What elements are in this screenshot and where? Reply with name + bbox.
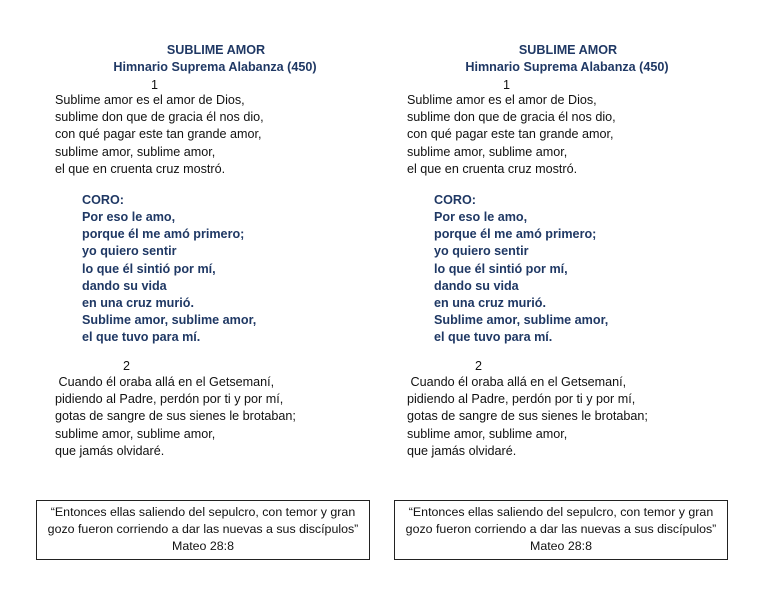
hymn-title: SUBLIME AMOR [518,43,618,57]
chorus-line: Sublime amor, sublime amor, [434,313,609,328]
hymn-title: SUBLIME AMOR [166,43,266,57]
hymnal-reference: Himnario Suprema Alabanza (450) [465,60,669,74]
scripture-reference: Mateo 28:8 [172,539,234,553]
stanza-number: 1 [503,78,511,92]
quote-line: gozo fueron corriendo a dar las nuevas a sus discípulos” [47,522,359,536]
chorus-line: lo que él sintió por mí, [434,261,568,276]
hymn-column-right [352,0,732,594]
chorus-line: el que tuvo para mí. [82,330,201,345]
verse-line: sublime don que de gracia él nos dio, [55,110,264,125]
stanza-1 [407,92,616,178]
verse-line: gotas de sangre de sus sienes le brotaban; [407,409,648,424]
scripture-quote-box [36,500,370,560]
stanza-number: 2 [475,359,483,373]
stanza-number: 1 [151,78,159,92]
verse-line: con qué pagar este tan grande amor, [407,127,614,142]
chorus-line: el que tuvo para mí. [434,330,553,345]
scripture-quote-box [394,500,728,560]
chorus-line: lo que él sintió por mí, [82,261,216,276]
verse-line: que jamás olvidaré. [55,443,165,458]
verse-line: el que en cruenta cruz mostró. [55,161,226,176]
verse-line: gotas de sangre de sus sienes le brotaban; [55,409,296,424]
hymn-column-left [0,0,380,594]
hymnal-reference: Himnario Suprema Alabanza (450) [113,60,317,74]
verse-line: sublime amor, sublime amor, [407,426,568,441]
quote-line: “Entonces ellas saliendo del sepulcro, con temor y gran [408,505,714,519]
verse-line: Cuando él oraba allá en el Getsemaní, [407,375,627,389]
verse-line: Sublime amor es el amor de Dios, [55,93,245,107]
verse-line: pidiendo al Padre, perdón por ti y por mí, [407,392,636,407]
chorus-label: CORO: [434,193,476,207]
chorus-line: Sublime amor, sublime amor, [82,313,257,328]
chorus-line: Por eso le amo, [434,210,528,224]
chorus-line: dando su vida [82,278,167,293]
stanza-2 [55,374,296,460]
quote-line: gozo fueron corriendo a dar las nuevas a sus discípulos” [405,522,717,536]
chorus-line: Por eso le amo, [82,210,176,224]
verse-line: pidiendo al Padre, perdón por ti y por mí, [55,392,284,407]
chorus-line: porque él me amó primero; [434,227,597,242]
verse-line: Cuando él oraba allá en el Getsemaní, [55,375,275,389]
verse-line: el que en cruenta cruz mostró. [407,161,578,176]
chorus-line: en una cruz murió. [82,296,194,311]
verse-line: sublime amor, sublime amor, [55,144,216,159]
verse-line: que jamás olvidaré. [407,443,517,458]
chorus [434,209,608,347]
scripture-reference: Mateo 28:8 [530,539,592,553]
chorus [82,209,256,347]
stanza-number: 2 [123,359,131,373]
verse-line: sublime amor, sublime amor, [407,144,568,159]
verse-line: sublime amor, sublime amor, [55,426,216,441]
chorus-label: CORO: [82,193,124,207]
stanza-2 [407,374,648,460]
quote-line: “Entonces ellas saliendo del sepulcro, con temor y gran [50,505,356,519]
verse-line: con qué pagar este tan grande amor, [55,127,262,142]
verse-line: sublime don que de gracia él nos dio, [407,110,616,125]
stanza-1 [55,92,264,178]
chorus-line: porque él me amó primero; [82,227,245,242]
chorus-line: dando su vida [434,278,519,293]
verse-line: Sublime amor es el amor de Dios, [407,93,597,107]
chorus-line: en una cruz murió. [434,296,546,311]
chorus-line: yo quiero sentir [434,244,529,259]
chorus-line: yo quiero sentir [82,244,177,259]
